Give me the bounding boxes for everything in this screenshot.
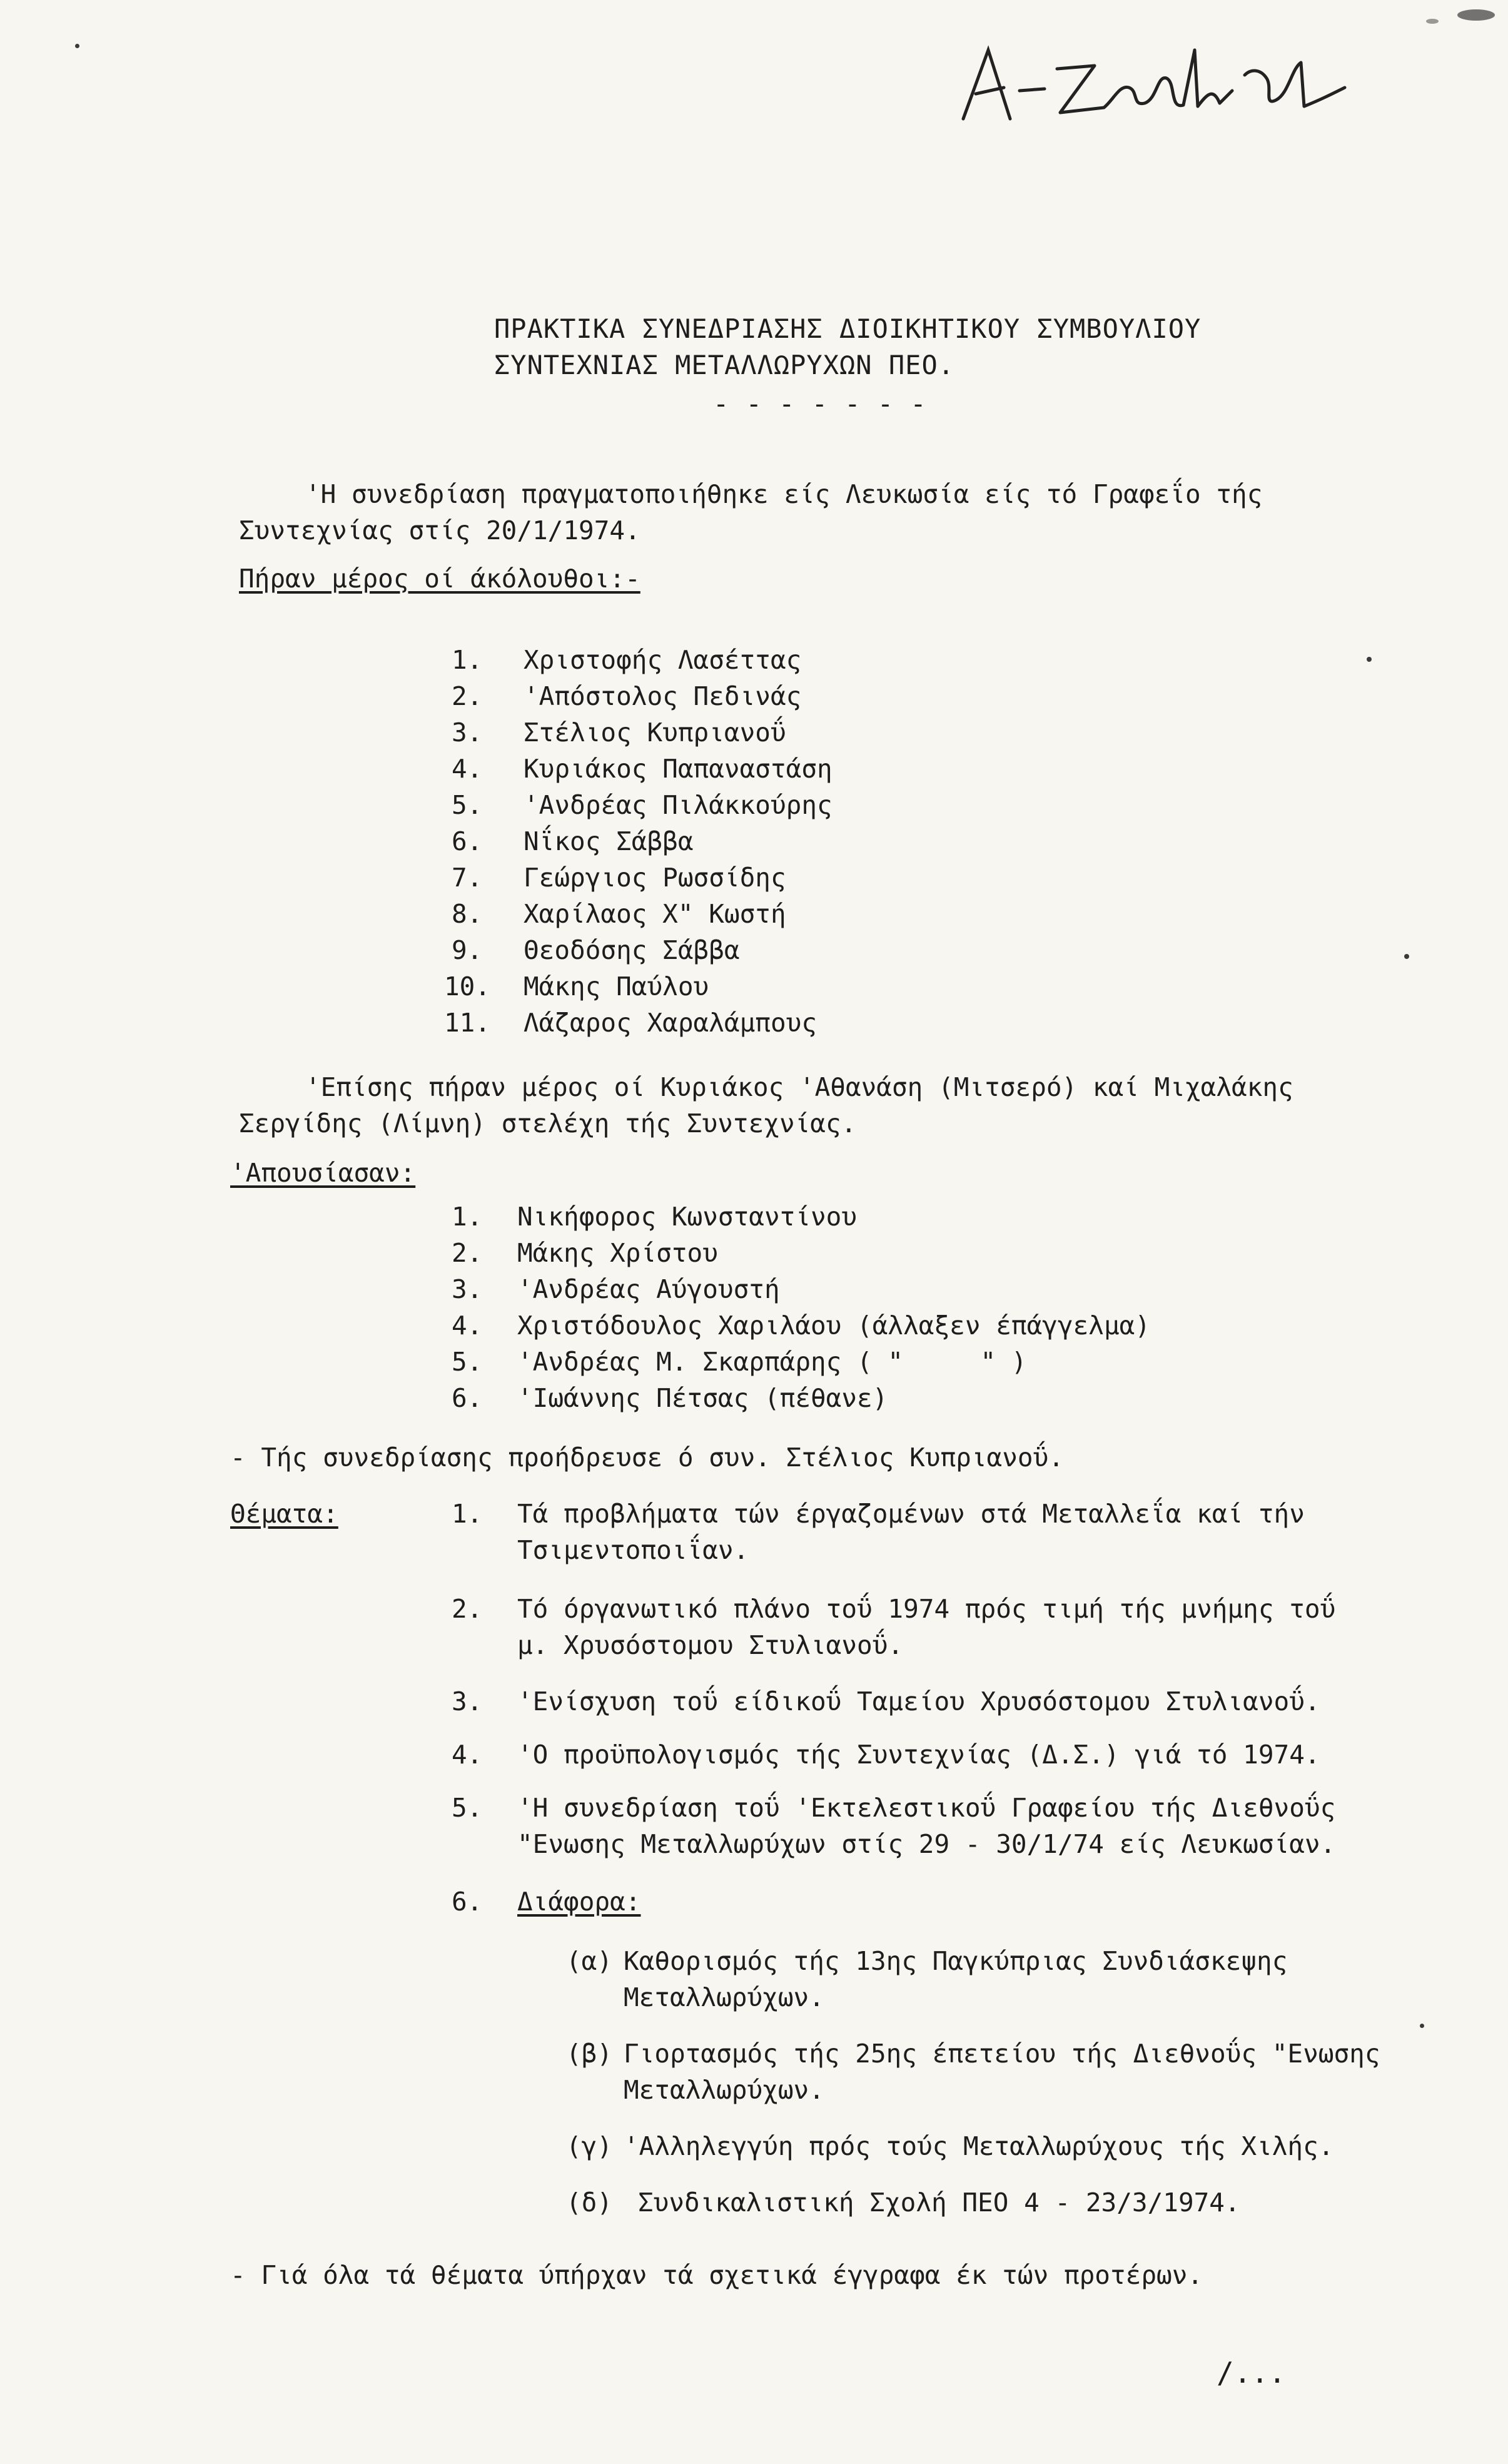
participant-name: Κυριάκος Παπαναστάση (524, 754, 832, 784)
closing-line: - Γιά όλα τά θέματα ύπήρχαν τά σχετικά έγγραφα έκ τών προτέρων. (230, 2260, 1203, 2290)
absent-name: 'Ανδρέας Μ. Σκαρπάρης ( " " ) (517, 1347, 1027, 1377)
misc-line: Μεταλλωρύχων. (624, 1982, 824, 2012)
document-title-line-1: ΠΡΑΚΤΙΚΑ ΣΥΝΕΔΡΙΑΣΗΣ ΔΙΟΙΚΗΤΙΚΟΥ ΣΥΜΒΟΥΛΙΟΥ (494, 313, 1202, 344)
participant-num: 3. (452, 717, 483, 748)
topic-num: 2. (452, 1594, 483, 1624)
scan-speck (1420, 2024, 1424, 2028)
also-line-2: Σεργίδης (Λίμνη) στελέχη τής Συντεχνίας. (239, 1108, 857, 1138)
misc-label: (γ) (566, 2131, 613, 2161)
participant-name: Χαρίλαος Χ" Κωστή (524, 899, 786, 929)
participant-num: 11. (444, 1008, 491, 1038)
scan-speck (75, 44, 79, 48)
topic-num: 4. (452, 1740, 483, 1770)
participant-num: 1. (452, 645, 483, 675)
topic-line: 'Η συνεδρίαση τοΰ 'Εκτελεστικοΰ Γραφείου τής Διεθνοΰς (517, 1793, 1336, 1823)
topic-num: 5. (452, 1793, 483, 1823)
title-rule: - - - - - - - (713, 388, 927, 419)
scan-speck (1457, 9, 1495, 21)
participant-num: 6. (452, 826, 483, 856)
participant-num: 7. (452, 863, 483, 893)
absent-num: 6. (452, 1383, 483, 1413)
scan-speck (1404, 954, 1409, 959)
misc-line: Μεταλλωρύχων. (624, 2075, 824, 2105)
absent-num: 2. (452, 1238, 483, 1268)
participant-num: 2. (452, 681, 483, 711)
participant-name: Νΐκος Σάββα (524, 826, 694, 856)
absent-name: Μάκης Χρίστου (517, 1238, 718, 1268)
topic-line: 'Ο προϋπολογισμός τής Συντεχνίας (Δ.Σ.) γιά τό 1974. (517, 1740, 1320, 1770)
participant-name: Στέλιος Κυπριανοΰ (524, 717, 786, 748)
absent-num: 4. (452, 1311, 483, 1341)
participant-num: 10. (444, 971, 491, 1001)
topic-line: μ. Χρυσόστομου Στυλιανοΰ. (517, 1630, 904, 1660)
misc-line: 'Αλληλεγγύη πρός τούς Μεταλλωρύχους τής Χιλής. (624, 2131, 1334, 2161)
absent-name: Νικήφορος Κωνσταντίνου (517, 1202, 858, 1232)
absent-num: 3. (452, 1274, 483, 1304)
participant-name: Γεώργιος Ρωσσίδης (524, 863, 786, 893)
handwritten-signature (951, 25, 1351, 131)
participant-num: 8. (452, 899, 483, 929)
participant-name: 'Απόστολος Πεδινάς (524, 681, 802, 711)
topic-line: 'Ενίσχυση τοΰ είδικοΰ Ταμείου Χρυσόστομου Στυλιανοΰ. (517, 1686, 1320, 1716)
topic-line: Τά προβλήματα τών έργαζομένων στά Μεταλλεΐα καί τήν (517, 1499, 1305, 1529)
misc-line: Καθορισμός τής 13ης Παγκύπριας Συνδιάσκεψης (624, 1946, 1288, 1976)
participant-num: 5. (452, 790, 483, 820)
misc-line: Γιορτασμός τής 25ης έπετείου τής Διεθνοΰς "Ενωσης (624, 2039, 1380, 2069)
topic-num: 3. (452, 1686, 483, 1716)
misc-label: (β) (566, 2039, 613, 2069)
topic-line: Διάφορα: (517, 1887, 641, 1917)
topic-line: Τό όργανωτικό πλάνο τοΰ 1974 πρός τιμή τής μνήμης τοΰ (517, 1594, 1336, 1624)
absent-name: Χριστόδουλος Χαριλάου (άλλαξεν έπάγγελμα) (517, 1311, 1151, 1341)
absent-num: 1. (452, 1202, 483, 1232)
topic-num: 6. (452, 1887, 483, 1917)
topic-line: Τσιμεντοποιΐαν. (517, 1535, 749, 1565)
participant-num: 9. (452, 935, 483, 965)
participant-name: Θεοδόσης Σάββα (524, 935, 740, 965)
misc-label: (α) (566, 1946, 613, 1976)
scan-speck (1367, 657, 1372, 662)
intro-line-2: Συντεχνίας στίς 20/1/1974. (239, 515, 640, 545)
intro-line-1: 'Η συνεδρίαση πραγματοποιήθηκε είς Λευκωσία είς τό Γραφεΐο τής (305, 479, 1263, 509)
topics-heading: Θέματα: (230, 1499, 338, 1529)
absent-num: 5. (452, 1347, 483, 1377)
participant-name: Χριστοφής Λασέττας (524, 645, 802, 675)
absent-heading: 'Απουσίασαν: (230, 1158, 416, 1188)
also-line-1: 'Επίσης πήραν μέρος οί Κυριάκος 'Αθανάση (Μιτσερό) καί Μιχαλάκης (305, 1072, 1293, 1102)
participant-name: Μάκης Παύλου (524, 971, 709, 1001)
document-title-line-2: ΣΥΝΤΕΧΝΙΑΣ ΜΕΤΑΛΛΩΡΥΧΩΝ ΠΕΟ. (494, 350, 955, 380)
misc-label: (δ) (566, 2188, 613, 2218)
participants-heading: Πήραν μέρος οί άκόλουθοι:- (239, 564, 640, 594)
chair-line: - Τής συνεδρίασης προήδρευσε ό συν. Στέλιος Κυπριανοΰ. (230, 1442, 1064, 1473)
misc-line: Συνδικαλιστική Σχολή ΠΕΟ 4 - 23/3/1974. (638, 2188, 1240, 2218)
absent-name: 'Ιωάννης Πέτσας (πέθανε) (517, 1383, 888, 1413)
participant-name: Λάζαρος Χαραλάμπους (524, 1008, 817, 1038)
topic-line: "Ενωσης Μεταλλωρύχων στίς 29 - 30/1/74 είς Λευκωσίαν. (517, 1829, 1336, 1859)
scan-speck (1426, 19, 1439, 24)
participant-name: 'Ανδρέας Πιλάκκούρης (524, 790, 832, 820)
continuation-mark: /... (1217, 2356, 1286, 2390)
participant-num: 4. (452, 754, 483, 784)
topic-num: 1. (452, 1499, 483, 1529)
absent-name: 'Ανδρέας Αύγουστή (517, 1274, 780, 1304)
